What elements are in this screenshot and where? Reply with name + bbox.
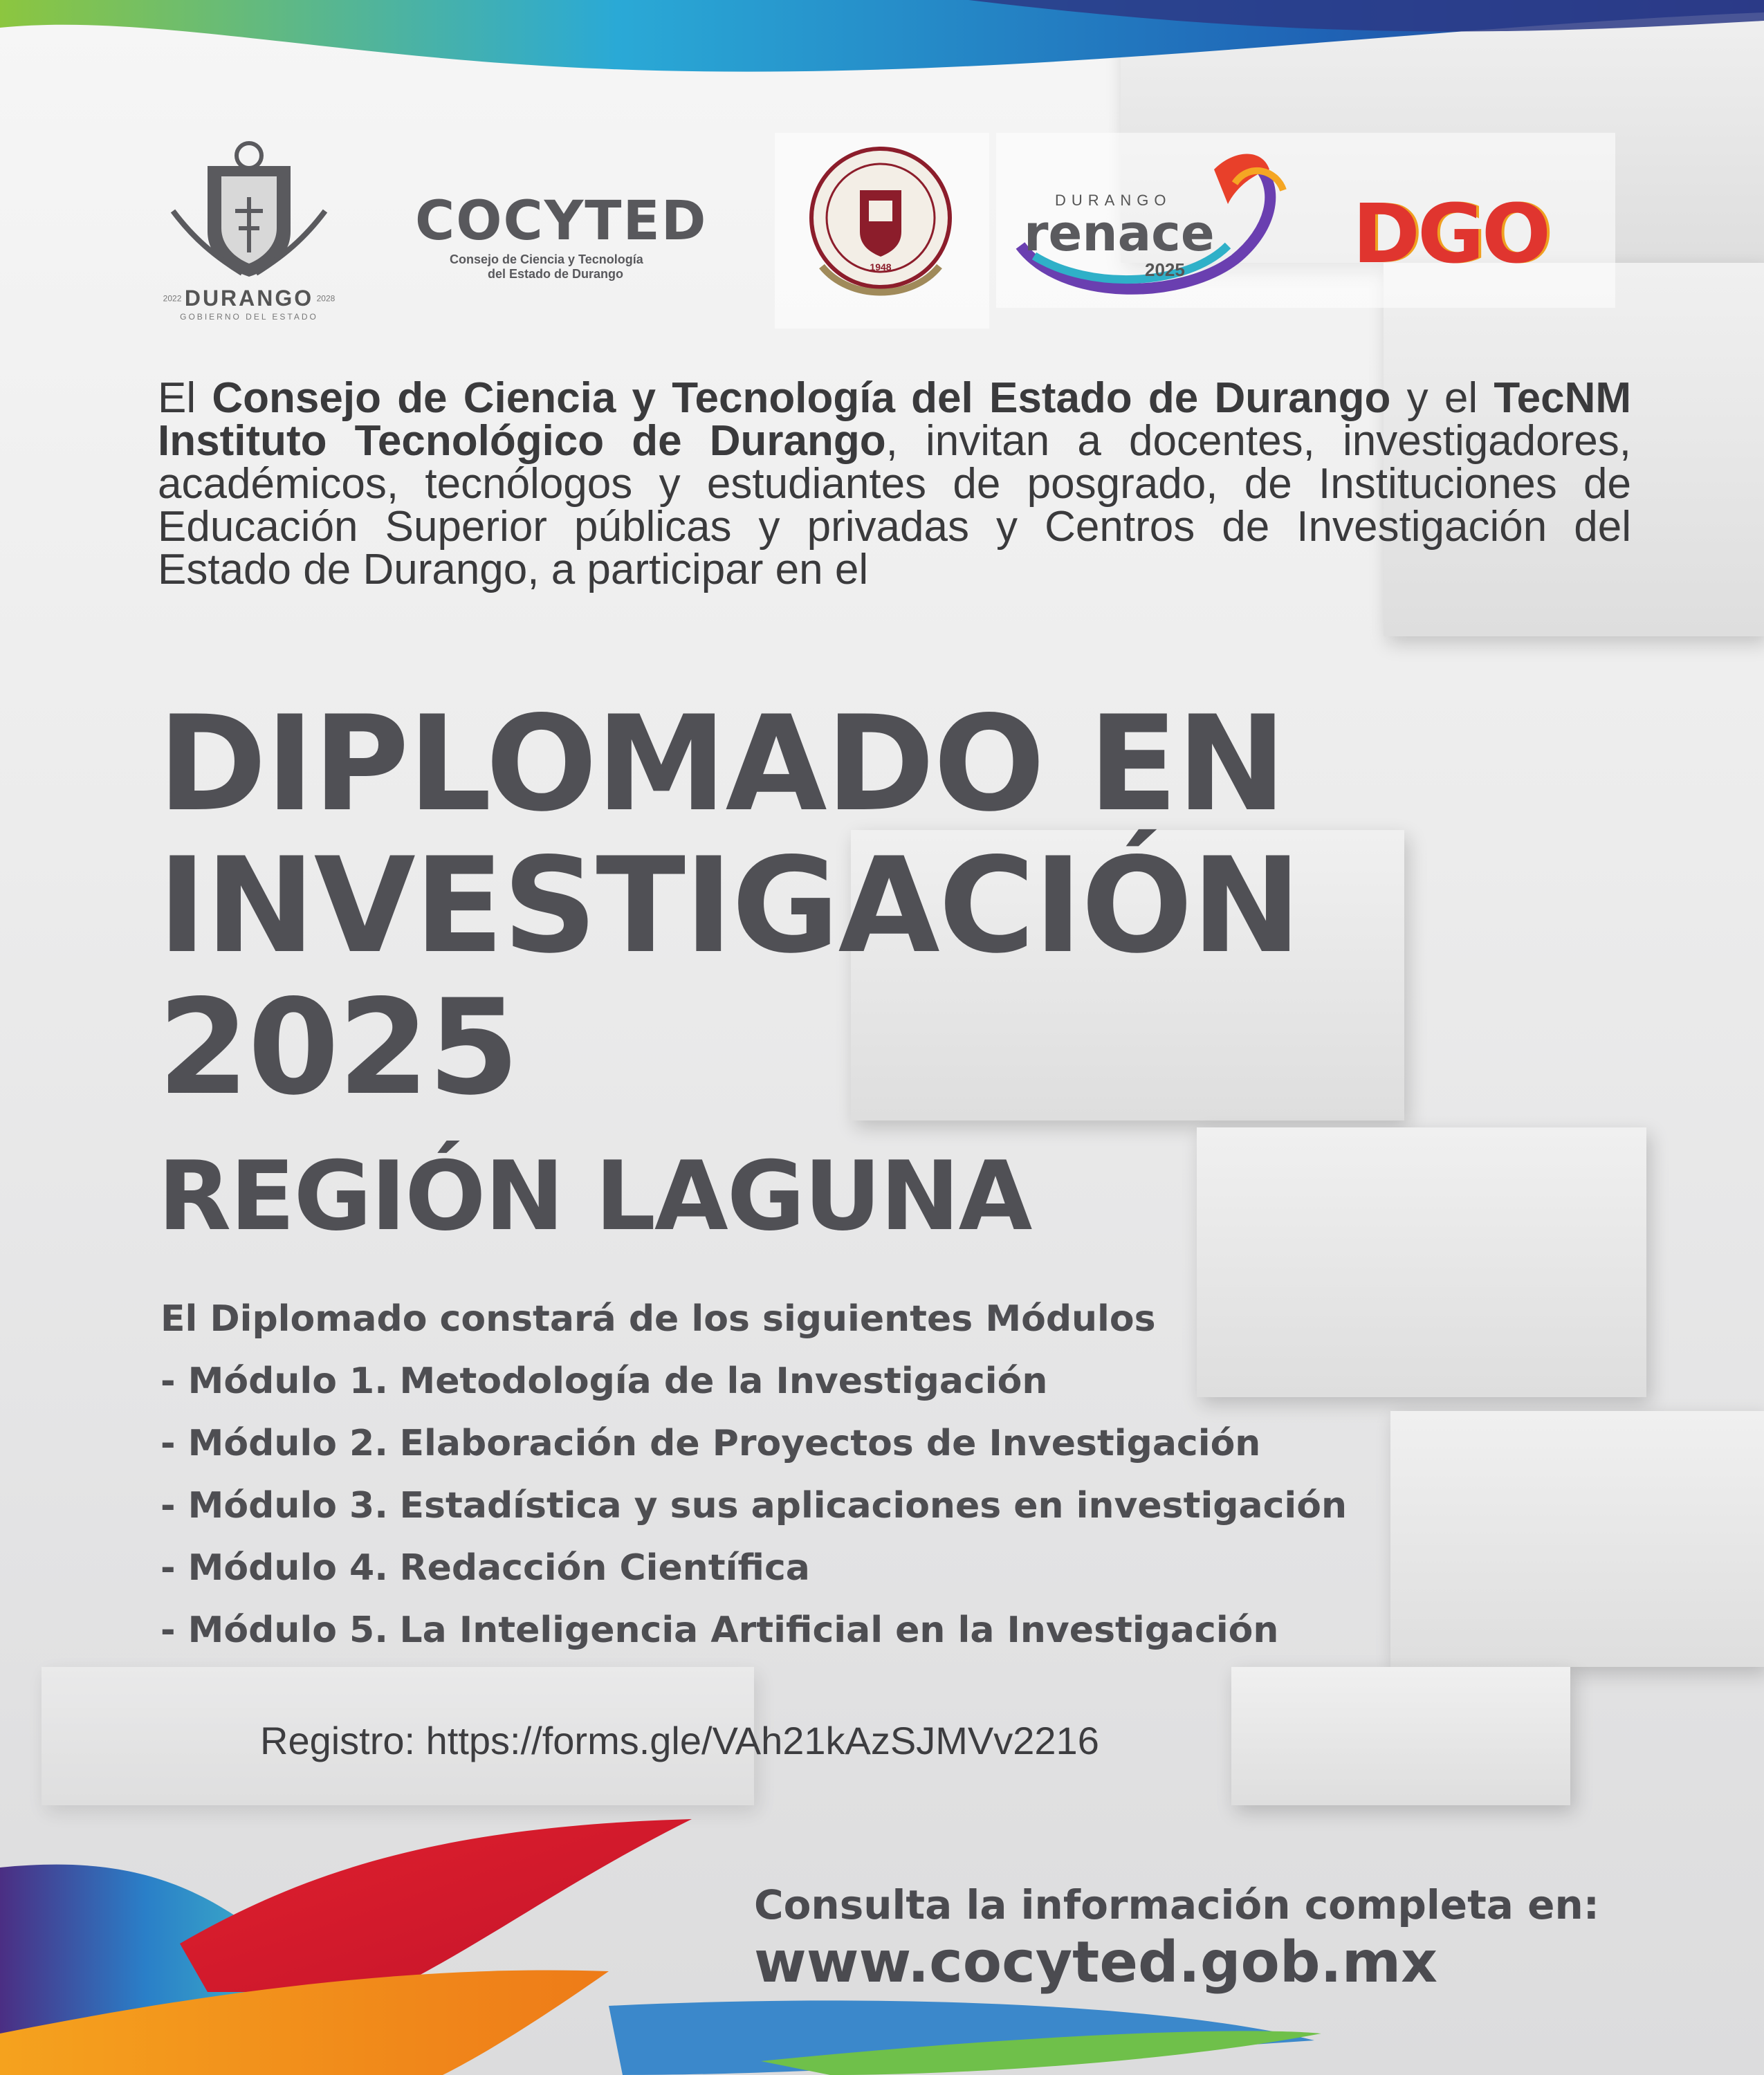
renace-word: renace: [1024, 204, 1215, 262]
itd-seal-icon: [794, 142, 967, 308]
durango-year-left: 2022: [163, 293, 182, 304]
title-line-2: INVESTIGACIÓN: [158, 829, 1301, 982]
module-title: Metodología de la Investigación: [399, 1361, 1048, 1402]
module-item: [160, 1412, 1347, 1475]
top-color-band: [0, 0, 1764, 97]
module-title: Redacción Científica: [399, 1547, 810, 1589]
consulta-label: Consulta la información completa en:: [754, 1881, 1599, 1928]
logo-durango: [131, 135, 367, 329]
durango-logo-sub: GOBIERNO DEL ESTADO: [180, 312, 318, 322]
module-number: - Módulo 3.: [160, 1485, 388, 1527]
durango-year-right: 2028: [316, 293, 336, 304]
cocyted-logo-name: COCYTED: [415, 190, 708, 252]
intro-org-cocyted: Consejo de Ciencia y Tecnología del Estado de Durango: [212, 374, 1391, 422]
module-number: - Módulo 1.: [160, 1361, 388, 1402]
intro-text-2: y el: [1390, 374, 1494, 422]
cocyted-logo-line1: Consejo de Ciencia y Tecnología: [450, 252, 643, 266]
intro-text-1: El: [158, 374, 212, 422]
module-title: La Inteligencia Artificial en la Investigación: [399, 1610, 1279, 1651]
title-region: REGIÓN LAGUNA: [158, 1141, 1031, 1252]
intro-text-3: , invitan a docentes, investigadores, académicos, tecnólogos y estudiantes de posgrado, de Instituciones de Educación Superior públicas y privadas y Centros de Investigación del Estado de Durango, a participar en el: [158, 417, 1632, 593]
intro-org-tecnm: TecNM Instituto Tecnológico de Durango: [158, 374, 1631, 465]
logo-itd: [794, 142, 967, 308]
renace-year: 2025: [1145, 259, 1185, 280]
module-item: [160, 1350, 1347, 1412]
module-number: - Módulo 2.: [160, 1423, 388, 1464]
modules-heading: El Diplomado constará de los siguientes Módulos: [160, 1298, 1156, 1340]
registration-link[interactable]: Registro: https://forms.gle/VAh21kAzSJMVv2216: [260, 1719, 1099, 1762]
module-item: [160, 1475, 1347, 1537]
cocyted-logo-line2: del Estado de Durango: [488, 267, 624, 281]
renace-top: DURANGO: [1055, 192, 1172, 209]
module-number: - Módulo 5.: [160, 1610, 388, 1651]
modules-list: [160, 1288, 1347, 1661]
title-line-3: 2025: [158, 971, 518, 1124]
logo-cocyted: [415, 190, 761, 294]
module-title: Elaboración de Proyectos de Investigación: [399, 1423, 1261, 1464]
website-link[interactable]: www.cocyted.gob.mx: [754, 1930, 1438, 1995]
title-line-1: DIPLOMADO EN: [158, 688, 1285, 840]
durango-logo-name: DURANGO: [184, 286, 314, 311]
logo-dgo: DGO: [1352, 186, 1549, 282]
bg-tile: [1390, 1411, 1764, 1667]
module-item: [160, 1537, 1347, 1599]
durango-shield-icon: [131, 135, 367, 280]
module-item: [160, 1599, 1347, 1661]
module-title: Estadística y sus aplicaciones en investigación: [399, 1485, 1347, 1527]
module-number: - Módulo 4.: [160, 1547, 388, 1589]
logo-renace: [1007, 142, 1297, 301]
itd-seal-year: 1948: [870, 261, 892, 273]
intro-paragraph: [158, 374, 1632, 593]
